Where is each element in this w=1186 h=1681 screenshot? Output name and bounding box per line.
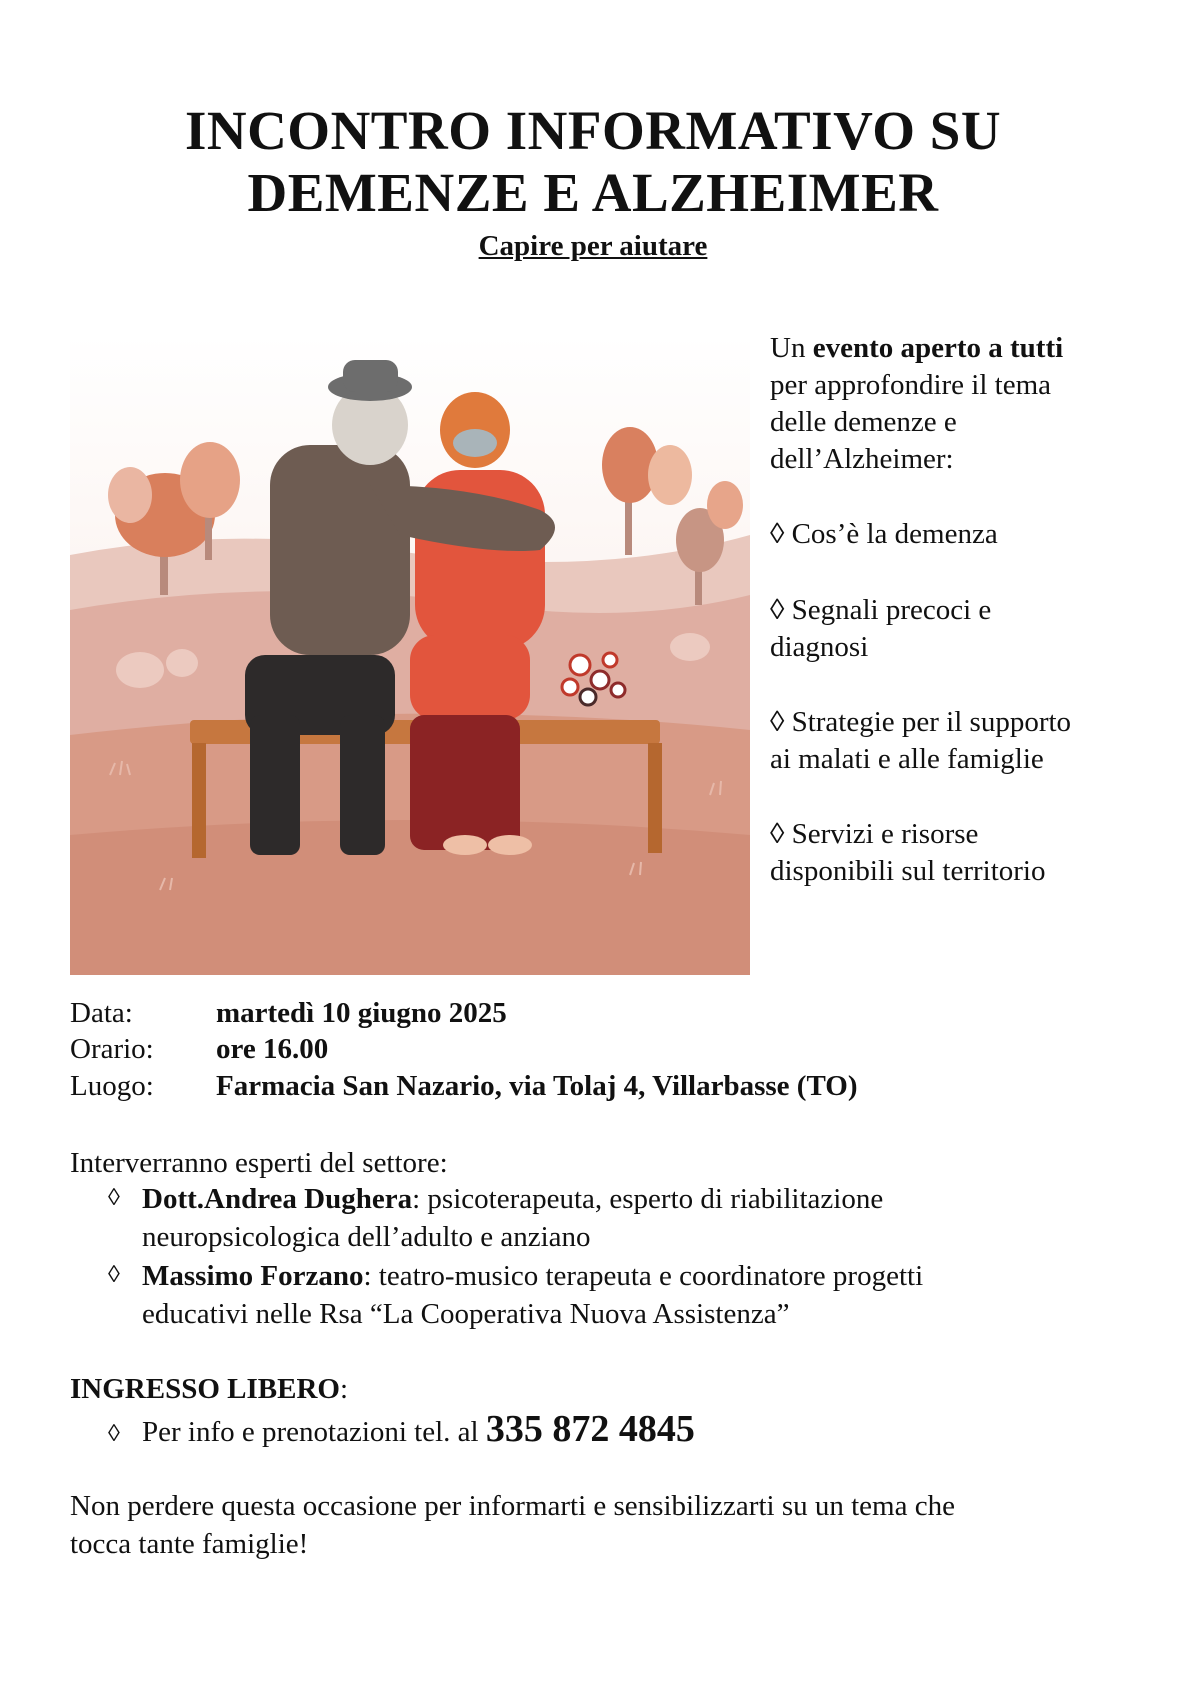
detail-label: Data: — [70, 997, 133, 1029]
speaker-name: Massimo Forzano — [142, 1260, 364, 1292]
contact-line: Per info e prenotazioni tel. al 335 872 4845 — [142, 1408, 695, 1450]
closing-line-1: Non perdere questa occasione per informarti e sensibilizzarti su un tema che — [70, 1490, 955, 1522]
intro-line-4: dell’Alzheimer: — [770, 443, 954, 475]
diamond-bullet-icon: ◊ — [108, 1185, 120, 1211]
couple-on-bench-illustration — [70, 335, 750, 975]
detail-label: Orario: — [70, 1033, 154, 1065]
speaker-line: Dott.Andrea Dughera: psicoterapeuta, esperto di riabilitazione — [142, 1183, 884, 1215]
subtitle: Capire per aiutare — [478, 230, 708, 262]
diamond-bullet-icon: ◊ — [108, 1421, 120, 1447]
topic-item-cont: diagnosi — [770, 631, 869, 663]
topic-item-cont: ai malati e alle famiglie — [770, 743, 1044, 775]
intro-line-1: Un evento aperto a tutti — [770, 332, 1064, 364]
topic-item-cont: disponibili sul territorio — [770, 855, 1046, 887]
closing-line-2: tocca tante famiglie! — [70, 1528, 309, 1560]
speaker-line-cont: neuropsicologica dell’adulto e anziano — [142, 1221, 591, 1253]
topic-item: ◊ Cos’è la demenza — [770, 518, 998, 550]
topic-item: ◊ Segnali precoci e — [770, 594, 992, 626]
speakers-intro: Interverranno esperti del settore: — [70, 1147, 448, 1179]
speaker-line-cont: educativi nelle Rsa “La Cooperativa Nuova Assistenza” — [142, 1298, 790, 1330]
detail-location — [70, 1068, 858, 1104]
detail-date — [70, 995, 507, 1031]
title-line-1: INCONTRO INFORMATIVO SU — [184, 100, 1002, 161]
diamond-bullet-icon: ◊ — [108, 1262, 120, 1288]
topic-item: ◊ Strategie per il supporto — [770, 706, 1072, 738]
detail-value: ore 16.00 — [216, 1033, 329, 1065]
detail-time — [70, 1031, 328, 1067]
detail-label: Luogo: — [70, 1070, 154, 1102]
phone-number: 335 872 4845 — [485, 1408, 695, 1450]
detail-value: martedì 10 giugno 2025 — [216, 997, 507, 1029]
entry-heading: INGRESSO LIBERO: — [70, 1373, 349, 1405]
intro-line-2: per approfondire il tema — [770, 369, 1052, 401]
intro-line-3: delle demenze e — [770, 406, 957, 438]
speaker-name: Dott.Andrea Dughera — [142, 1183, 413, 1215]
speaker-line: Massimo Forzano: teatro-musico terapeuta e coordinatore progetti — [142, 1260, 924, 1292]
topic-item: ◊ Servizi e risorse — [770, 818, 979, 850]
detail-value: Farmacia San Nazario, via Tolaj 4, Villarbasse (TO) — [216, 1070, 858, 1102]
title-line-2: DEMENZE E ALZHEIMER — [247, 162, 939, 223]
